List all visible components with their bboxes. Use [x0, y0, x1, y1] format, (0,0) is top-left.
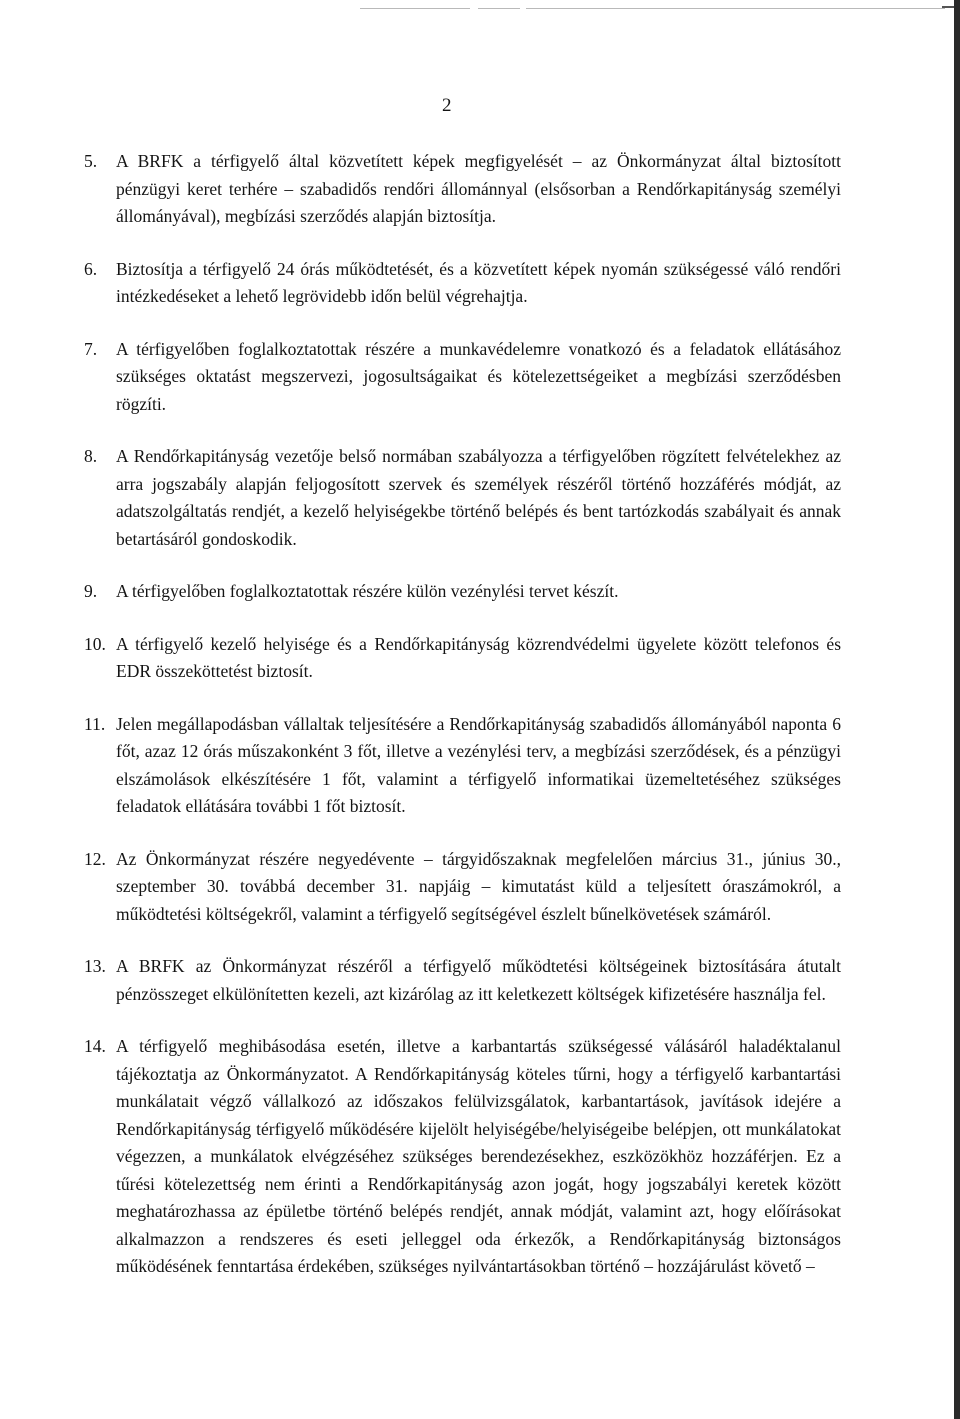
scan-top-rule: [360, 8, 945, 9]
paragraph-number: 8.: [84, 446, 98, 466]
numbered-paragraph: [0, 336, 841, 419]
paragraph-number: 12.: [84, 848, 106, 869]
paragraph-text: Jelen megállapodásban vállaltak teljesítésére a Rendőrkapitányság szabadidős állományából naponta 6 főt, azaz 12 órás műszakonként 3 főt, illetve a vezénylési terv, a megbízási szerződések, és a pénzügyi elszámolások elkészítésére 1 főt, valamint a térfigyelő informatikai üzemeltetéséhez szükséges feladatok ellátására további 1 főt biztosít.: [116, 713, 841, 816]
numbered-paragraph: [0, 953, 841, 1008]
paragraph-text: A térfigyelő kezelő helyisége és a Rendőrkapitányság közrendvédelmi ügyelete között telefonos és EDR összeköttetést biztosít.: [116, 633, 841, 681]
numbered-paragraph: [0, 846, 841, 929]
scan-rule-gap: [470, 8, 478, 9]
document-body: [0, 148, 960, 1306]
numbered-paragraph: [0, 148, 841, 231]
paragraph-text: A térfigyelőben foglalkoztatottak részére külön vezénylési tervet készít.: [116, 581, 619, 601]
numbered-paragraph: [0, 1033, 841, 1281]
numbered-paragraph: [0, 256, 841, 311]
paragraph-text: Az Önkormányzat részére negyedévente – tárgyidőszaknak megfelelően március 31., június 30., szeptember 30. továbbá december 31. napjáig – kimutatást küld a teljesített óraszámokról, a működtetési költségekről, valamint a térfigyelő segítségével észlelt bűnelkövetések számáról.: [116, 848, 841, 924]
paragraph-number: 13.: [84, 956, 106, 976]
paragraph-number: 7.: [84, 338, 98, 359]
paragraph-text: A térfigyelő meghibásodása esetén, illetve a karbantartás szükségessé válásáról haladéktalanul tájékoztatja az Önkormányzatot. A Rendőrkapitányság köteles tűrni, hogy a térfigyelő karbantartási munkálatait végző vállalkozó az időszakos felülvizsgálatok, karbantartások, javítások idejére a Rendőrkapitányság térfigyelő működésére kijelölt helyiségébe/helyiségeibe belépjen, ott munkálatokat végezzen, a munkálatok elvégzéséhez szükséges berendezésekhez, eszközökhöz hozzáférjen. Ez a tűrési kötelezettség nem érinti a Rendőrkapitányság azon jogát, hogy jogszabályi keretek között meghatározhassa az épületbe történő belépés rendjét, annak módját, valamint azt, hogy előírásokat alkalmazzon a rendszeres és eseti jelleggel oda érkezők, a Rendőrkapitányság biztonságos működésének fenntartása érdekében, szükséges nyilvántartásokban történő – hozzájárulást követő –: [116, 1036, 841, 1276]
page-number: 2: [442, 95, 452, 116]
paragraph-number: 10.: [84, 633, 106, 654]
paragraph-text: A térfigyelőben foglalkoztatottak részére a munkavédelemre vonatkozó és a feladatok ellátásához szükséges oktatást megszervezi, jogosultságaikat és kötelezettségeiket a megbízási szerződésben rögzíti.: [116, 338, 841, 414]
scan-corner-mark: [942, 6, 954, 8]
paragraph-text: Biztosítja a térfigyelő 24 órás működtetését, és a közvetített képek nyomán szükségessé váló rendőri intézkedéseket a lehető legrövidebb időn belül végrehajtja.: [116, 258, 841, 306]
paragraph-number: 14.: [84, 1036, 106, 1056]
paragraph-text: A BRFK a térfigyelő által közvetített képek megfigyelését – az Önkormányzat által biztosított pénzügyi keret terhére – szabadidős rendőri állománnyal (elsősorban a Rendőrkapitányság személyi állományával), megbízási szerződés alapján biztosítja.: [116, 151, 841, 226]
paragraph-text: A Rendőrkapitányság vezetője belső normában szabályozza a térfigyelőben rögzített felvételekhez az arra jogszabály alapján feljogosított szervek és személyek részéről történő hozzáférés módját, az adatszolgáltatás rendjét, a kezelő helyiségekbe történő belépés és bent tartózkodás szabályait és annak betartásáról gondoskodik.: [116, 446, 841, 549]
numbered-paragraph: [0, 443, 841, 553]
paragraph-number: 5.: [84, 151, 98, 171]
numbered-paragraph: [0, 578, 841, 606]
scan-rule-gap: [520, 8, 526, 9]
numbered-paragraph: [0, 711, 841, 821]
numbered-paragraph: [0, 631, 841, 686]
paragraph-text: A BRFK az Önkormányzat részéről a térfigyelő működtetési költségeinek biztosítására átutalt pénzösszeget elkülönítetten kezeli, azt kizárólag az itt keletkezett költségek kifizetésére használja fel.: [116, 956, 841, 1004]
paragraph-number: 6.: [84, 258, 98, 279]
paragraph-number: 11.: [84, 713, 106, 734]
paragraph-number: 9.: [84, 581, 98, 601]
